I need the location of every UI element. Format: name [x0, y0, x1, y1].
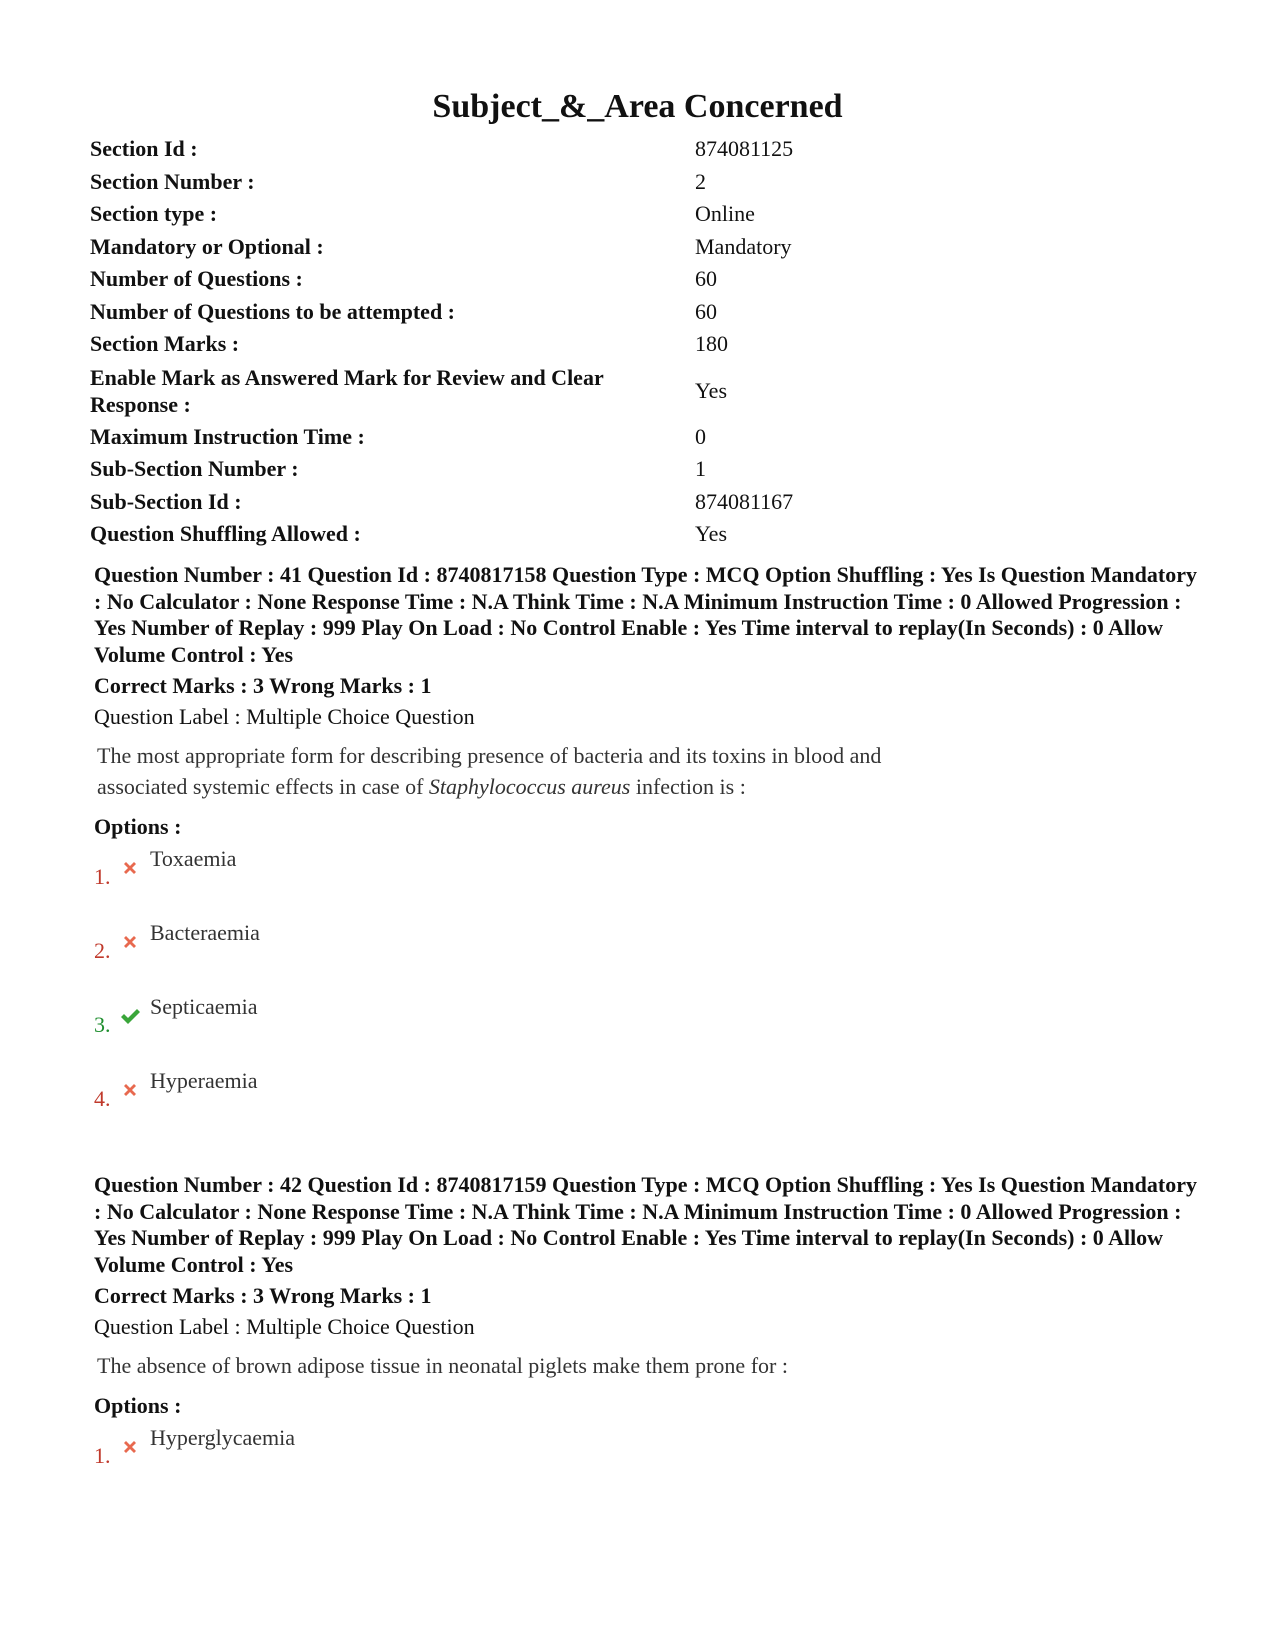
info-value: 60	[695, 298, 717, 324]
option-1	[94, 1421, 1204, 1495]
option-text: Hyperglycaemia	[150, 1425, 295, 1450]
option-1	[94, 842, 1204, 916]
question-text	[94, 740, 897, 802]
info-value: Online	[695, 201, 755, 226]
info-row-shuffling	[90, 518, 1190, 551]
info-row-num-questions	[90, 263, 1190, 296]
question-marks: Correct Marks : 3 Wrong Marks : 1	[94, 1283, 432, 1308]
info-value: Yes	[695, 378, 728, 403]
cross-icon	[118, 1078, 142, 1102]
question-text	[94, 1350, 1204, 1381]
info-row-section-id	[90, 133, 1190, 166]
question-41	[94, 562, 1204, 1138]
cross-icon	[118, 1435, 142, 1459]
question-text-part: infection is :	[630, 774, 746, 799]
info-label: Sub-Section Number :	[90, 456, 299, 481]
question-meta: Question Number : 41 Question Id : 8740817158 Question Type : MCQ Option Shuffling : Yes Is Question Mandatory : No Calculator : None Response Time : N.A Think Time : N.A Minimum Instruction Time : 0 Allowed Progression : Yes Number of Replay : 999 Play On Load : No Control Enable : Yes Time interval to replay(In Seconds) : 0 Allow Volume Control : Yes	[94, 562, 1197, 667]
option-number: 4.	[94, 1086, 111, 1111]
info-label: Number of Questions to be attempted :	[90, 298, 456, 324]
option-text: Bacteraemia	[150, 920, 260, 945]
info-row-max-instruction-time	[90, 421, 1190, 454]
info-row-section-type	[90, 198, 1190, 231]
info-row-num-attempted	[90, 296, 1190, 329]
options-heading: Options :	[94, 814, 182, 839]
question-text-part: The most appropriate form for describing presence of bacteria and its toxins in blood and associated systemic effects in case of	[97, 743, 882, 799]
info-row-subsection-id	[90, 486, 1190, 519]
option-3	[94, 990, 1204, 1064]
question-label: Question Label : Multiple Choice Question	[94, 1314, 475, 1339]
info-label: Mandatory or Optional :	[90, 233, 324, 259]
info-label: Question Shuffling Allowed :	[90, 521, 361, 546]
question-label: Question Label : Multiple Choice Question	[94, 704, 475, 729]
option-4	[94, 1064, 1204, 1138]
option-2	[94, 916, 1204, 990]
question-42	[94, 1172, 1204, 1495]
info-label: Sub-Section Id :	[90, 488, 242, 514]
info-row-subsection-number	[90, 453, 1190, 486]
cross-icon	[118, 930, 142, 954]
info-label: Section Id :	[90, 136, 198, 161]
info-value: 180	[695, 331, 728, 356]
options-heading: Options :	[94, 1393, 182, 1418]
option-text: Septicaemia	[150, 994, 258, 1019]
info-label: Section Number :	[90, 168, 255, 194]
info-value: 874081125	[695, 136, 794, 161]
option-number: 1.	[94, 864, 111, 889]
check-icon	[118, 1004, 142, 1028]
info-value: Mandatory	[695, 233, 792, 259]
info-value: 874081167	[695, 488, 794, 514]
info-value: Yes	[695, 521, 728, 546]
info-label: Number of Questions :	[90, 266, 303, 291]
info-label: Section Marks :	[90, 331, 240, 356]
info-label: Maximum Instruction Time :	[90, 423, 365, 449]
info-value: 1	[695, 456, 706, 481]
info-label: Section type :	[90, 201, 218, 226]
option-text: Toxaemia	[150, 846, 237, 871]
question-marks: Correct Marks : 3 Wrong Marks : 1	[94, 673, 432, 698]
question-meta: Question Number : 42 Question Id : 8740817159 Question Type : MCQ Option Shuffling : Yes Is Question Mandatory : No Calculator : None Response Time : N.A Think Time : N.A Minimum Instruction Time : 0 Allowed Progression : Yes Number of Replay : 999 Play On Load : No Control Enable : Yes Time interval to replay(In Seconds) : 0 Allow Volume Control : Yes	[94, 1172, 1197, 1277]
info-row-mandatory	[90, 231, 1190, 264]
option-number: 3.	[94, 1012, 111, 1037]
question-text-italic: Staphylococcus aureus	[428, 774, 631, 799]
info-row-section-number	[90, 166, 1190, 199]
info-value: 2	[695, 168, 706, 194]
cross-icon	[118, 856, 142, 880]
page-title: Subject_&_Area Concerned	[432, 88, 843, 125]
section-info-table	[90, 133, 1190, 551]
option-number: 1.	[94, 1443, 111, 1468]
info-value: 60	[695, 266, 717, 291]
info-value: 0	[695, 423, 706, 449]
info-row-section-marks	[90, 328, 1190, 361]
question-text-part: The absence of brown adipose tissue in neonatal piglets make them prone for :	[97, 1353, 788, 1378]
option-number: 2.	[94, 938, 111, 963]
info-label: Enable Mark as Answered Mark for Review and Clear Response :	[90, 364, 604, 417]
option-text: Hyperaemia	[150, 1068, 258, 1093]
info-row-enable-mark	[90, 361, 1190, 421]
